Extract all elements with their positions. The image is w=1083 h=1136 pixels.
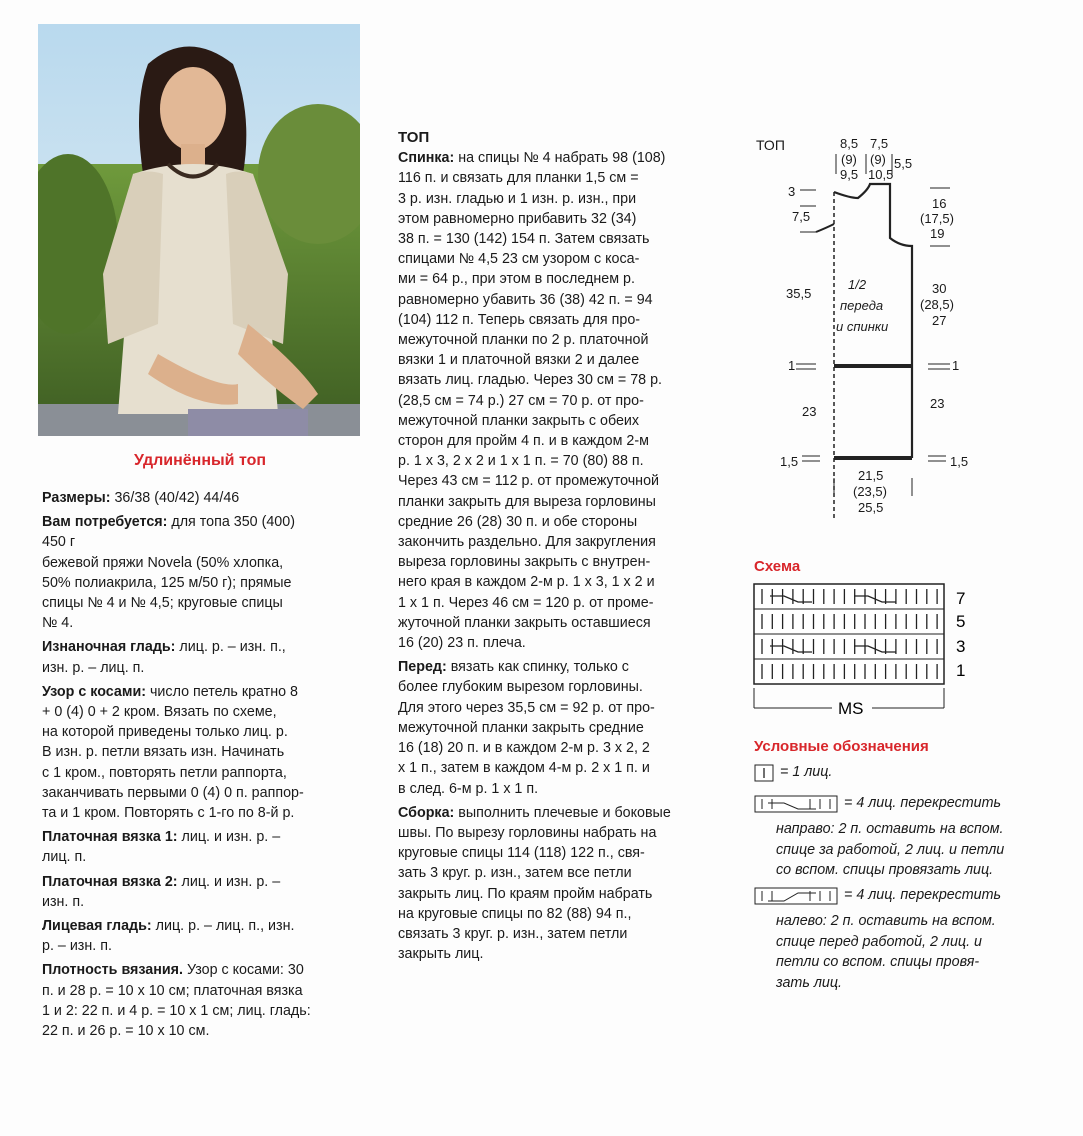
dim-right-30: 30 <box>932 281 947 296</box>
right-label: Перед: <box>398 659 447 676</box>
right-line: (28,5 см = 74 р.) 27 см = 70 р. от про- <box>398 392 644 409</box>
dim-top-b3: 10,5 <box>868 167 894 182</box>
right-line: равномерно убавить 36 (38) 42 п. = 94 <box>398 291 653 308</box>
left-line: та и 1 кром. Повторять с 1-го по 8-й р. <box>42 805 295 822</box>
dim-left-1: 1 <box>788 358 796 373</box>
legend-text: петли со вспом. спицы провя- <box>776 954 980 970</box>
legend-text: направо: 2 п. оставить на вспом. <box>776 821 1004 837</box>
left-line: с 1 кром., повторять петли раппорта, <box>42 764 287 781</box>
right-line: швы. По вырезу горловины набрать на <box>398 824 657 841</box>
dim-top-b: 7,5 <box>870 136 889 151</box>
left-line: 50% полиакрила, 125 м/50 г); прямые <box>42 574 292 591</box>
item-caption: Удлинённый топ <box>134 452 266 469</box>
right-line: 116 п. и связать для планки 1,5 см = <box>398 170 639 187</box>
right-line: Для этого через 35,5 см = 92 р. от про- <box>398 699 655 716</box>
dim-left-23: 23 <box>802 404 817 419</box>
right-line: вязки 1 и платочной вязки 2 и далее <box>398 352 640 369</box>
schema-row-1: 1 <box>956 661 966 680</box>
left-label: Платочная вязка 1: <box>42 829 178 846</box>
right-line: него края в каждом 2-м р. 1 х 3, 1 х 2 и <box>398 574 655 591</box>
right-line: (104) 112 п. Теперь связать для про- <box>398 311 641 328</box>
left-line: р. – изн. п. <box>42 938 112 955</box>
model-photo <box>38 24 360 436</box>
right-line: ми = 64 р., при этом в последнем р. <box>398 271 635 288</box>
right-line: выполнить плечевые и боковые <box>454 804 671 821</box>
left-line: № 4. <box>42 615 74 632</box>
dim-left-355: 35,5 <box>786 286 812 301</box>
legend-item <box>754 793 1054 820</box>
right-line: Через 43 см = 112 р. от промежуточной <box>398 473 660 490</box>
right-label: Сборка: <box>398 804 455 821</box>
dim-bottom-2: (23,5) <box>853 484 887 499</box>
cable-chart <box>752 578 982 728</box>
right-line: р. 1 х 3, 2 х 2 и 1 х 1 п. = 70 (80) 88 п. <box>398 453 644 470</box>
left-line: заканчивать первыми 0 (4) 0 п. раппор- <box>42 784 304 801</box>
cable-left-icon <box>754 887 838 912</box>
legend-text: зать лиц. <box>776 974 842 991</box>
dim-right-27: 27 <box>932 313 947 328</box>
right-paragraph <box>398 803 720 965</box>
right-line: выреза горловины закрыть с внутрен- <box>398 554 651 571</box>
left-text-column <box>42 488 364 1045</box>
left-label: Плотность вязания. <box>42 962 183 979</box>
left-line: 22 п. и 26 р. = 10 х 10 см. <box>42 1023 210 1040</box>
dim-left-75: 7,5 <box>792 209 811 224</box>
dim-top-c: 5,5 <box>894 156 913 171</box>
dim-right-1: 1 <box>952 358 960 373</box>
left-label: Лицевая гладь: <box>42 918 152 935</box>
dim-right-23: 23 <box>930 396 945 411</box>
right-line: в след. 6-м р. 1 х 1 п. <box>398 780 539 797</box>
schematic-center-2: переда <box>840 298 884 313</box>
dim-right-19: 19 <box>930 226 945 241</box>
section-title: ТОП <box>398 129 430 146</box>
right-line: закрыть лиц. <box>398 946 484 963</box>
legend-text: спице за работой, 2 лиц. и петли <box>776 841 1005 858</box>
garment-schematic <box>740 128 1000 518</box>
dim-top-a2: (9) <box>841 152 857 167</box>
right-line: на спицы № 4 набрать 98 (108) <box>454 150 666 167</box>
left-line: 1 и 2: 22 п. и 4 р. = 10 х 1 см; лиц. гладь: <box>42 1002 311 1019</box>
right-line: 1 х 1 п. Через 46 см = 120 р. от проме- <box>398 594 654 611</box>
left-line: п. и 28 р. = 10 х 10 см; платочная вязка <box>42 982 303 999</box>
right-line: жуточной планки закрыть оставшиеся <box>398 614 651 631</box>
dim-right-175: (17,5) <box>920 211 954 226</box>
right-line: сторон для пройм 4 п. и в каждом 2-м <box>398 433 649 450</box>
right-line: на круговые спицы по 82 (88) 94 п., <box>398 905 632 922</box>
left-line: для топа 350 (400) <box>167 514 295 531</box>
left-line: 36/38 (40/42) 44/46 <box>110 490 240 506</box>
schematic-title: ТОП <box>756 137 785 153</box>
legend-text: со вспом. спицы провязать лиц. <box>776 862 994 878</box>
left-label: Вам потребуется: <box>42 514 168 531</box>
right-text-column <box>398 128 720 968</box>
dim-top-a: 8,5 <box>840 136 859 151</box>
left-paragraph <box>42 512 364 633</box>
right-line: закончить раздельно. Для закругления <box>398 534 656 551</box>
left-paragraph <box>42 827 364 867</box>
right-line: вязать лиц. гладью. Через 30 см = 78 р. <box>398 372 662 389</box>
schematic-center-3: и спинки <box>836 319 889 334</box>
legend-text: спице перед работой, 2 лиц. и <box>776 933 982 950</box>
dim-right-16: 16 <box>932 196 947 211</box>
legend <box>754 762 1054 997</box>
schema-row-5: 5 <box>956 612 966 631</box>
left-line: бежевой пряжи Novela (50% хлопка, <box>42 554 284 571</box>
schema-row-7: 7 <box>956 589 966 608</box>
left-label: Изнаночная гладь: <box>42 639 176 656</box>
left-line: лиц. и изн. р. – <box>177 829 281 846</box>
left-paragraph <box>42 488 364 508</box>
legend-item <box>754 885 1054 912</box>
left-line: 450 г <box>42 534 76 551</box>
woman-in-knitted-top-photo <box>38 24 360 436</box>
dim-right-285: (28,5) <box>920 297 954 312</box>
right-line: вязать как спинку, только с <box>446 659 629 676</box>
schema-ms-label: MS <box>838 699 864 718</box>
cable-right-icon <box>754 795 838 820</box>
right-line: межуточной планки по 2 р. платочной <box>398 332 649 349</box>
legend-text: = 4 лиц. перекрестить <box>844 886 1002 903</box>
left-line: спицы № 4 и № 4,5; круговые спицы <box>42 595 283 612</box>
right-line: спицами № 4,5 23 см узором с коса- <box>398 251 640 268</box>
left-line: число петель кратно 8 <box>146 683 299 700</box>
left-paragraph <box>42 682 364 823</box>
dim-left-15: 1,5 <box>780 454 799 469</box>
right-line: средние 26 (28) 30 п. и обе стороны <box>398 513 638 530</box>
legend-item <box>754 762 1054 789</box>
dim-right-15: 1,5 <box>950 454 969 469</box>
schema-row-3: 3 <box>956 637 966 656</box>
left-line: изн. п. <box>42 893 85 910</box>
legend-text: налево: 2 п. оставить на вспом. <box>776 913 996 929</box>
right-line: закрыть лиц. По краям пройм набрать <box>398 885 653 902</box>
legend-text: = 1 лиц. <box>780 764 833 780</box>
right-line: межуточной планки закрыть средние <box>398 719 644 736</box>
right-line: планки закрыть для выреза горловины <box>398 493 656 510</box>
right-line: х 1 п., затем в каждом 4-м р. 2 х 1 п. и <box>398 760 650 777</box>
left-paragraph <box>42 916 364 956</box>
left-line: + 0 (4) 0 + 2 кром. Вязать по схеме, <box>42 704 277 721</box>
right-line: 3 р. изн. гладью и 1 изн. р. изн., при <box>398 190 637 207</box>
right-label: Спинка: <box>398 150 455 167</box>
left-label: Размеры: <box>42 490 111 506</box>
left-line: лиц. и изн. р. – <box>177 873 281 890</box>
left-line: лиц. р. – изн. п., <box>175 639 286 656</box>
right-line: межуточной планки закрыть с обеих <box>398 412 640 429</box>
right-line: связать 3 круг. р. изн., затем петли <box>398 925 628 942</box>
left-line: лиц. п. <box>42 849 87 866</box>
right-line: круговые спицы 114 (118) 122 п., свя- <box>398 845 645 862</box>
right-line: зать 3 круг. р. изн., затем все петли <box>398 865 632 882</box>
left-line: В изн. р. петли вязать изн. Начинать <box>42 744 285 761</box>
right-line: этом равномерно прибавить 32 (34) <box>398 210 637 227</box>
right-line: более глубоким вырезом горловины. <box>398 679 643 696</box>
legend-text: = 4 лиц. перекрестить <box>844 794 1002 811</box>
left-line: лиц. р. – лиц. п., изн. <box>151 918 295 935</box>
legend-title: Условные обозначения <box>754 738 929 755</box>
dim-bottom-1: 21,5 <box>858 468 884 483</box>
right-line: 16 (20) 23 п. плеча. <box>398 635 526 652</box>
schema-title: Схема <box>754 558 801 575</box>
schematic-center-1: 1/2 <box>848 277 867 292</box>
right-line: 16 (18) 20 п. и в каждом 2-м р. 3 х 2, 2 <box>398 740 650 757</box>
right-line: 38 п. = 130 (142) 154 п. Затем связать <box>398 231 650 248</box>
dim-top-b2: (9) <box>870 152 886 167</box>
left-label: Платочная вязка 2: <box>42 873 178 890</box>
left-line: на которой приведены только лиц. р. <box>42 724 288 741</box>
dim-left-3: 3 <box>788 184 796 199</box>
knit-stitch-icon <box>754 764 774 789</box>
dim-top-a3: 9,5 <box>840 167 859 182</box>
left-line: изн. р. – лиц. п. <box>42 659 145 676</box>
right-paragraph <box>398 657 720 798</box>
left-paragraph <box>42 872 364 912</box>
left-line: Узор с косами: 30 <box>183 962 304 979</box>
left-paragraph <box>42 960 364 1041</box>
left-label: Узор с косами: <box>42 683 147 700</box>
right-paragraph <box>398 148 720 653</box>
dim-bottom-3: 25,5 <box>858 500 884 515</box>
left-paragraph <box>42 637 364 677</box>
